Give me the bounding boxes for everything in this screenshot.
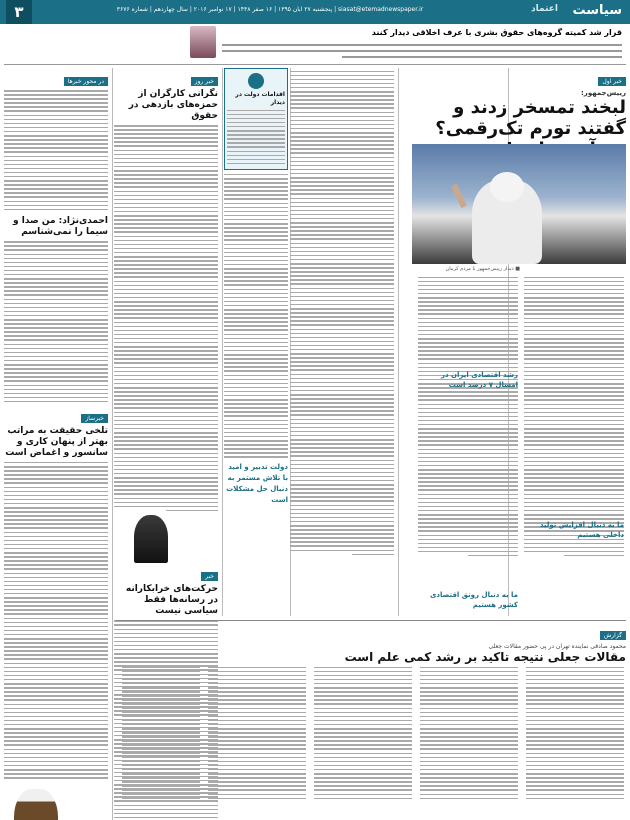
top-banner: [4, 26, 626, 65]
main-pullquote-1: [418, 370, 518, 390]
column-divider: [222, 68, 223, 616]
pullquote-2: ما به دنبال افزایش تولید داخلی هستیم: [539, 521, 624, 539]
quote-icon: [248, 73, 264, 89]
middle-column: [224, 68, 288, 506]
col3-headline2: حرکت‌های خرابکارانه در رسانه‌ها فقط سیاسی نیست: [125, 584, 218, 617]
main-text-col2: [418, 274, 518, 559]
portrait-figure: [134, 515, 168, 563]
raised-hand: [451, 184, 467, 208]
photo-caption: ■ دیدار رییس‌جمهور با مردم کرمان: [445, 266, 520, 272]
bottom-story: [118, 622, 626, 664]
issue-meta: siasat@etemadnewspaper.ir | پنجشنبه ۲۷ آبان ۱۳۹۵ | ۱۶ صفر ۱۴۳۸ | ۱۷ نوامبر ۲۰۱۶ | سال چهاردهم | شماره ۳۶۷۶: [116, 6, 424, 13]
banner-text: [222, 40, 622, 62]
main-photo: [412, 144, 626, 264]
section-title: سیاست: [572, 3, 622, 18]
continuation-text: [290, 68, 394, 558]
banner-title: قرار شد کمیته گروه‌های حقوق بشری با عرف اخلاقی دیدار کنند: [371, 28, 622, 37]
middle-box: [224, 68, 288, 170]
main-pullquote-3: [418, 590, 518, 610]
main-kicker: رییس‌جمهور:: [581, 89, 626, 97]
bottom-text-col3: [314, 664, 412, 802]
banner-photo: [190, 26, 216, 58]
page-number: ۳: [6, 0, 32, 24]
column-divider: [398, 68, 399, 616]
pullquote-3: ما به دنبال رونق اقتصادی کشور هستیم: [429, 591, 518, 609]
col3-tag: خبر روز: [191, 77, 218, 86]
col3-photo: [114, 515, 218, 563]
pullquote-1: رشد اقتصادی ایران در امسال ۷ درصد است: [440, 371, 518, 389]
left-bottom-photo: [4, 783, 108, 820]
bottom-tag: گزارش: [600, 631, 626, 640]
col3-tag2: خبر: [201, 572, 218, 581]
left-headline2: تلخی حقیقت به مراتب بهتر از پنهان کاری و سانسور و اغماض است: [5, 425, 108, 458]
left-tag2: خبرساز: [81, 414, 108, 423]
cleric-figure: [14, 789, 58, 820]
middle-box-title: اقدامات دولت در دیدار: [235, 91, 285, 106]
newspaper-logo: اعتماد: [531, 4, 558, 14]
bottom-text-col1: [526, 664, 624, 802]
left-tag: در محور خبرها: [64, 77, 108, 86]
bottom-text-col5: [122, 664, 200, 802]
bottom-headline: مقالات جعلی نتیجه تاکید بر رشد کمی علم است: [344, 650, 626, 664]
main-text-col1: [524, 274, 624, 559]
main-pullquote-2: [524, 520, 624, 540]
main-tag: خبر اول: [598, 77, 626, 86]
speaker-turban: [490, 172, 524, 202]
middle-side-quote: دولت تدبیر و امید با تلاش مستمر به دنبال حل مشکلات است: [226, 462, 288, 504]
left-column: [4, 68, 108, 820]
bottom-text-col2: [420, 664, 518, 802]
column-divider: [112, 68, 113, 820]
bottom-divider: [116, 620, 626, 621]
bottom-kicker: محمود صادقی نماینده تهران در پی حضور مقالات جعلی: [488, 643, 626, 650]
main-headline: لبخند تمسخر زدند و گفتند تورم تک‌رقمی؟: [435, 97, 626, 139]
col3-headline: نگرانی کارگران از حمزه‌های بازدهی در حقوق: [128, 89, 218, 121]
left-headline1: احمدی‌نژاد: من صدا و سیما را نمی‌شناسم: [13, 216, 108, 238]
page-header: [0, 0, 630, 24]
bottom-text-col4: [208, 664, 306, 802]
